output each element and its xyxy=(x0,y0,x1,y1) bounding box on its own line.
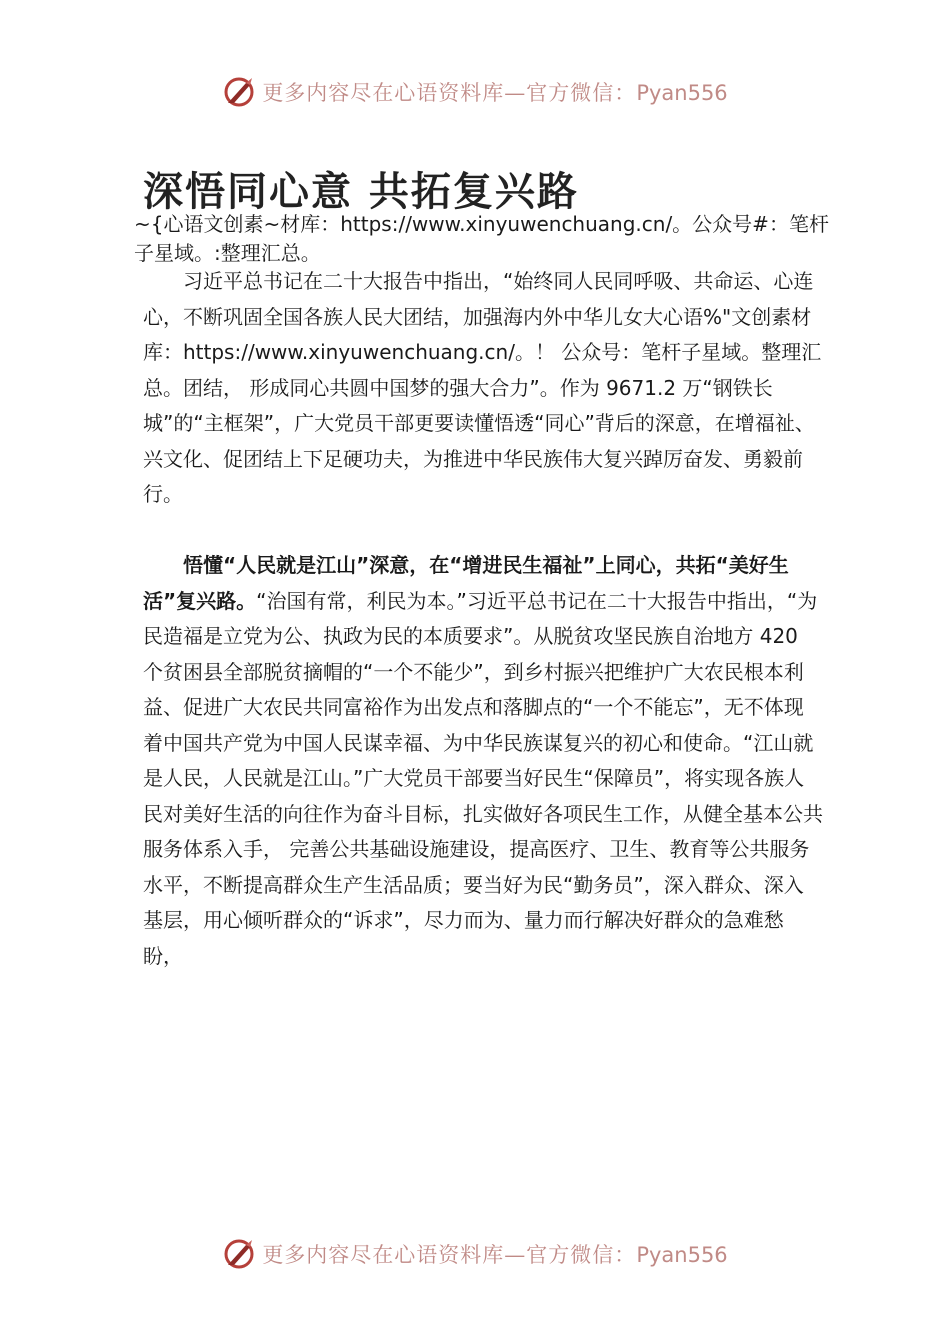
quill-logo-icon xyxy=(222,75,256,109)
wechat-id: Pyan556 xyxy=(636,1243,728,1267)
banner-label: 更多内容尽在心语资料库—官方微信： xyxy=(262,81,637,105)
banner-label: 更多内容尽在心语资料库—官方微信： xyxy=(262,1243,637,1267)
source-note: ~{心语文创素~材库：https://www.xinyuwenchuang.cn/。公众号#：笔杆子星域。:整理汇总。 xyxy=(134,212,829,265)
header-banner xyxy=(0,70,950,114)
footer-banner xyxy=(0,1232,950,1276)
page-title: 深悟同心意 共拓复兴路 xyxy=(143,169,579,215)
paragraph-1: 习近平总书记在二十大报告中指出，“始终同人民同呼吸、共命运、心连心，不断巩固全国各族人民大团结，加强海内外中华儿女大心语%"文创素材库：https://www.xinyuwenchuang.cn/。！ 公众号：笔杆子星域。整理汇总。团结， 形成同心共圆中国梦的强大合力”。作为 9671.2 万“钢铁长城”的“主框架”，广大党员干部更要读懂悟透“同心”背后的深意，在增福祉、兴文化、促团结上下足硬功夫，为推进中华民族伟大复兴踔厉奋发、勇毅前行。 xyxy=(143,269,822,506)
wechat-id: Pyan556 xyxy=(636,81,728,105)
paragraph-2-heading: 悟懂“人民就是江山”深意，在“增进民生福祉”上同心，共拓“美好生活”复兴路。 xyxy=(143,553,789,613)
paragraph-2 xyxy=(143,548,823,974)
banner-text xyxy=(262,1239,727,1269)
paragraph-2-body: “治国有常，利民为本。”习近平总书记在二十大报告中指出，“为民造福是立党为公、执政为民的本质要求”。从脱贫攻坚民族自治地方 420 个贫困县全部脱贫摘帽的“一个不能少”，到乡村振兴把维护广大农民根本利益、促进广大农民共同富裕作为出发点和落脚点的“一个不能忘”，无不体现着中国共产党为中国人民谋幸福、为中华民族谋复兴的初心和使命。“江山就是人民，人民就是江山。”广大党员干部要当好民生“保障员”，将实现各族人民对美好生活的向往作为奋斗目标，扎实做好各项民生工作，从健全基本公共服务体系入手， 完善公共基础设施建设，提高医疗、卫生、教育等公共服务水平，不断提高群众生产生活品质；要当好为民“勤务员”，深入群众、深入基层，用心倾听群众的“诉求”，尽力而为、量力而行解决好群众的急难愁盼， xyxy=(143,588,823,968)
banner-text xyxy=(262,77,727,107)
quill-logo-icon xyxy=(222,1237,256,1271)
